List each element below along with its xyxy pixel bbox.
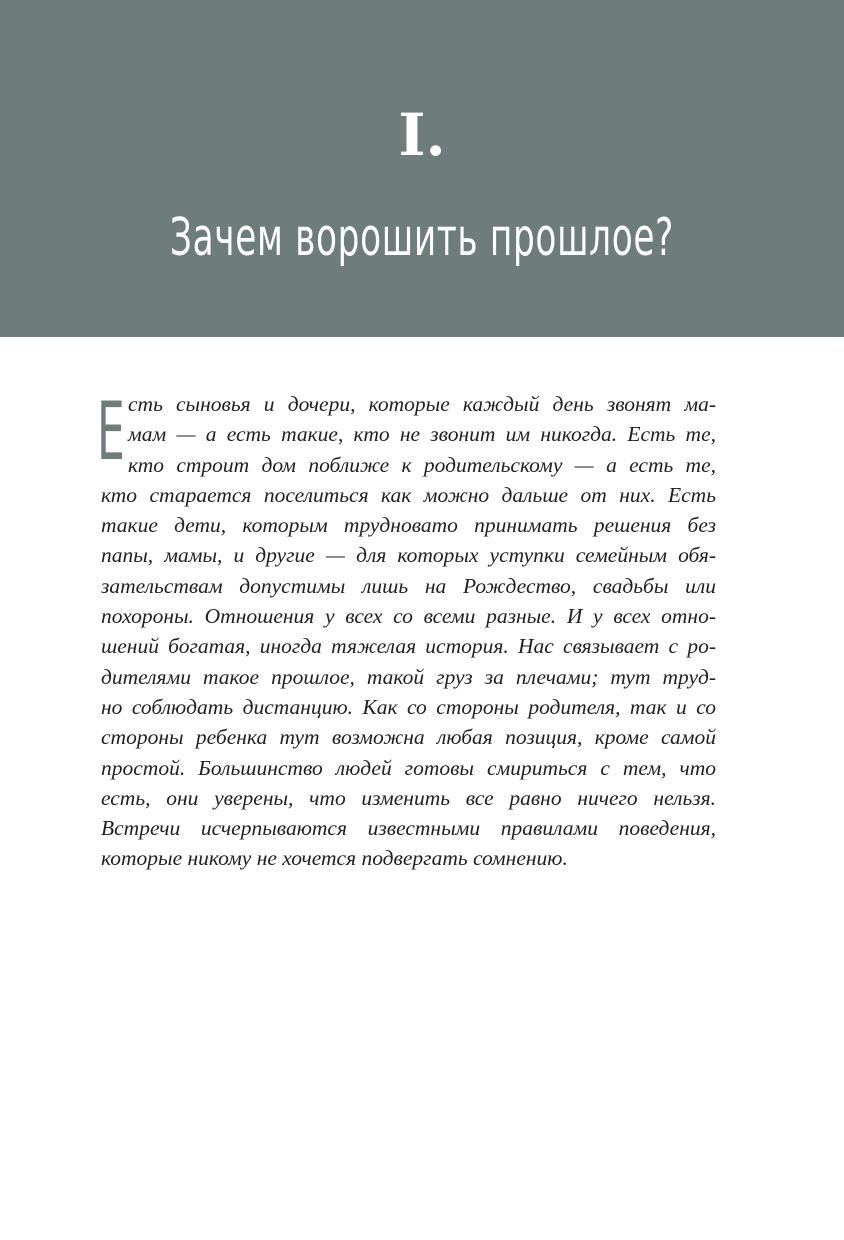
paragraph-line: такие дети, которым трудновато принимать решения без bbox=[101, 513, 716, 538]
paragraph-line: которые никому не хочется подвергать сомнению. bbox=[101, 846, 568, 871]
paragraph-line: стороны ребенка тут возможна любая позиция, кроме самой bbox=[101, 725, 716, 750]
paragraph-line: шений богатая, иногда тяжелая история. Нас связывает с ро- bbox=[101, 634, 716, 659]
paragraph-line: простой. Большинство людей готовы смириться с тем, что bbox=[101, 755, 716, 780]
chapter-body-paragraph bbox=[101, 389, 716, 874]
drop-cap: Е bbox=[97, 385, 125, 478]
chapter-number: I. bbox=[398, 101, 446, 169]
paragraph-line: мам — а есть такие, кто не звонит им никогда. Есть те, bbox=[128, 422, 716, 447]
paragraph-line: папы, мамы, и другие — для которых уступки семейным обя- bbox=[101, 543, 716, 568]
paragraph-line: зательствам допустимы лишь на Рождество, свадьбы или bbox=[101, 573, 716, 598]
chapter-title: Зачем ворошить прошлое? bbox=[169, 208, 675, 268]
paragraph-line: но соблюдать дистанцию. Как со стороны родителя, так и со bbox=[101, 694, 716, 719]
paragraph-line: кто старается поселиться как можно дальше от них. Есть bbox=[101, 482, 716, 507]
paragraph-line: похороны. Отношения у всех со всеми разные. И у всех отно- bbox=[101, 604, 716, 629]
paragraph-line: Встречи исчерпываются известными правилами поведения, bbox=[101, 816, 716, 841]
paragraph-line: есть, они уверены, что изменить все равно ничего нельзя. bbox=[101, 785, 716, 810]
chapter-header-band bbox=[0, 0, 844, 337]
paragraph-line: сть сыновья и дочери, которые каждый день звонят ма- bbox=[128, 392, 716, 416]
paragraph-line: кто строит дом поближе к родительскому — а есть те, bbox=[128, 452, 716, 477]
paragraph-line: дителями такое прошлое, такой груз за плечами; тут труд- bbox=[101, 664, 716, 689]
